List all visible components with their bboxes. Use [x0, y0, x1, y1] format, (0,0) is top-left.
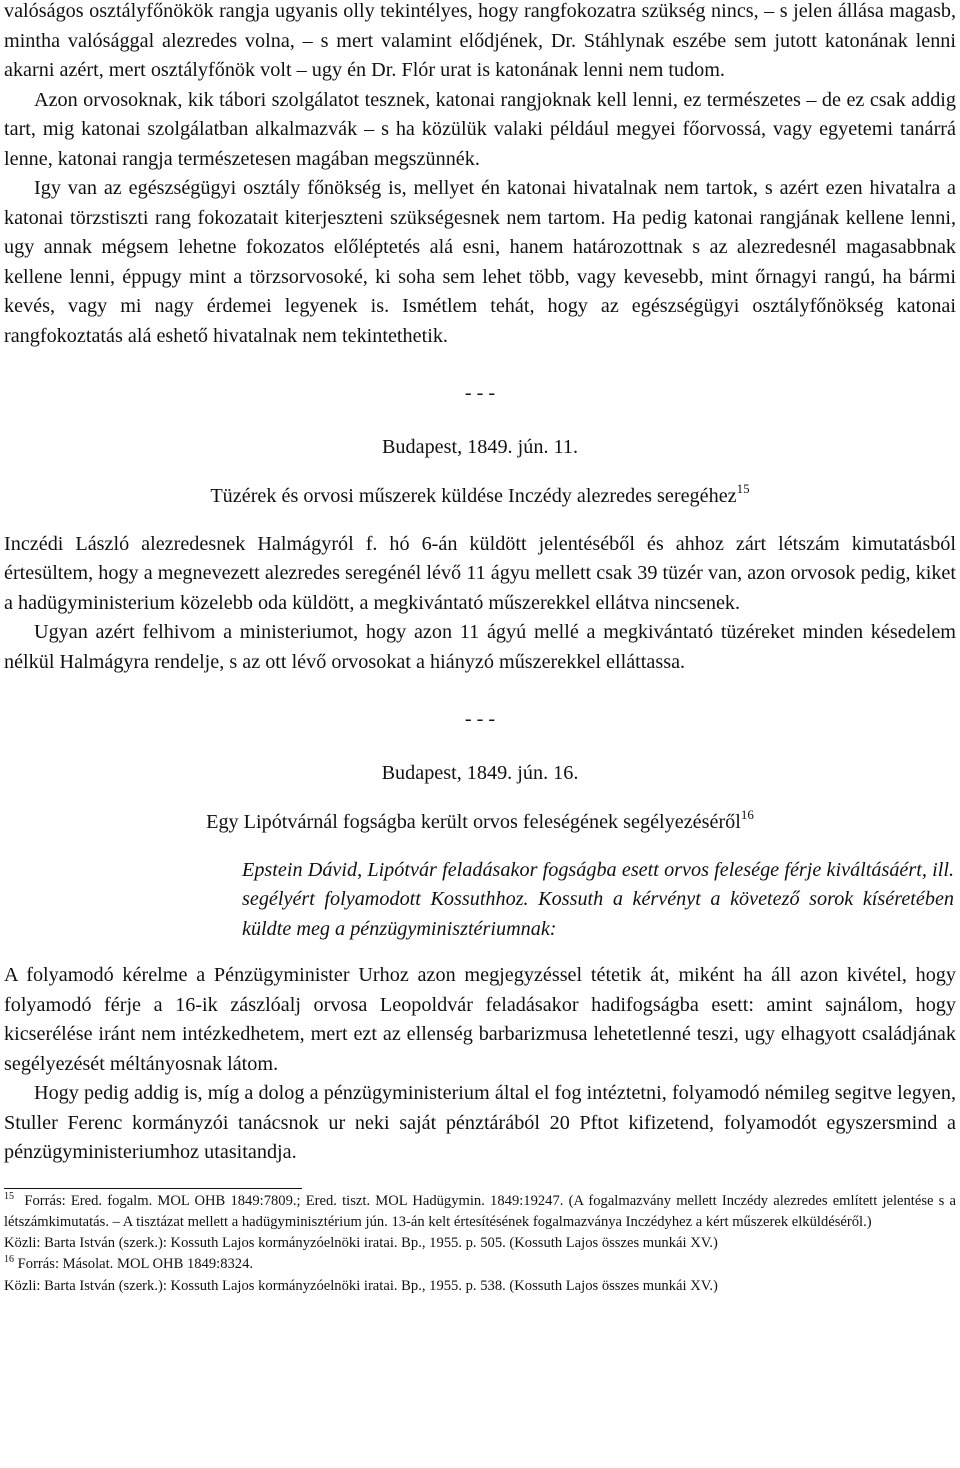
section-separator: - - -	[464, 382, 496, 404]
section-title	[4, 482, 956, 512]
body-paragraph: A folyamodó kérelme a Pénzügyminister Urhoz azon megjegyzéssel tétetik át, miként ha áll azon kivétel, hogy folyamodó férje a 16-ik zászlóalj orvosa Leopoldvár feladásakor hadifogságba esett: amint sajnálom, hogy kicserélése iránt nem intézkedhetem, mert ezt az ellenség barbarizmusa lehetetlenné teszi, ugy elhagyott családjának segélyezését méltányosnak látom.	[4, 964, 956, 1075]
footnote-text	[4, 1191, 956, 1234]
section-date: Budapest, 1849. jún. 11.	[381, 435, 579, 458]
footnote-reference: 15	[736, 481, 750, 496]
editorial-intro: Epstein Dávid, Lipótvár feladásakor fogságba esett orvos felesége férje kiváltásáért, ill. segélyért folyamodott Kossuthhoz. Kossuth a kérvényt a követező sorok kíséretében küldte meg a pénzügyminisztériumnak:	[242, 858, 954, 940]
body-paragraph: Azon orvosoknak, kik tábori szolgálatot tesznek, katonai rangjoknak kell lenni, ez természetes – de ez csak addig tart, mig katonai szolgálatban alkalmazvák – s ha közülük valaki például megyei főorvossá, vagy egyetemi tanárrá lenne, katonai rangja természetesen magában megszünnék.	[4, 88, 956, 170]
section-title-text: Tüzérek és orvosi műszerek küldése Inczédy alezredes seregéhez	[210, 485, 737, 507]
footnote-publisher: Közli: Barta István (szerk.): Kossuth Lajos kormányzóelnöki iratai. Bp., 1955. p. 505. (Kossuth Lajos összes munkái XV.)	[4, 1235, 718, 1252]
page-content	[4, 0, 956, 1297]
footnote-source: Forrás: Másolat. MOL OHB 1849:8324.	[17, 1256, 254, 1273]
body-paragraph: valóságos osztályfőnökök rangja ugyanis olly tekintélyes, hogy rangfokozatra szükség nincs, – s jelen állása magasb, mintha valósággal alezredes volna, – s mert valamint elődjének, Dr. Stáhlynak eszébe sem jutott katonának lenni akarni azért, mert osztályfőnök volt – ugy én Dr. Flór urat is katonának lenni nem tudom.	[4, 0, 956, 81]
section-title-text: Egy Lipótvárnál fogságba került orvos feleségének segélyezéséről	[206, 811, 741, 833]
section-date: Budapest, 1849. jún. 16.	[381, 761, 579, 784]
footnote-source: Forrás: Ered. fogalm. MOL OHB 1849:7809.; Ered. tiszt. MOL Hadügymin. 1849:19247. (A fogalmazvány mellett Inczédy alezredes említett jelentése s a létszámkimutatás. – A tisztázat mellett a hadügyminisztérium jún. 13-án kelt értesítésének fogalmazványa Inczédyhez a kért műszerek elküldéséről.)	[4, 1192, 956, 1230]
section-separator: - - -	[464, 708, 496, 730]
body-paragraph: Ugyan azért felhivom a ministeriumot, hogy azon 11 ágyú mellé a megkivántató tüzéreket minden késedelem nélkül Halmágyra rendelje, s az ott lévő orvosokat a hiányzó műszerekkel elláttassa.	[4, 621, 956, 673]
body-paragraph: Hogy pedig addig is, míg a dolog a pénzügyministerium által el fog intéztetni, folyamodó némileg segitve legyen, Stuller Ferenc kormányzói tanácsnok ur neki saját pénztárából 20 Pftot kifizetend, folyamodót egyszersmind a pénzügyministeriumhoz utasitandja.	[4, 1082, 956, 1163]
footnote-publisher: Közli: Barta István (szerk.): Kossuth Lajos kormányzóelnöki iratai. Bp., 1955. p. 538. (Kossuth Lajos összes munkái XV.)	[4, 1277, 718, 1294]
body-paragraph: Inczédi László alezredesnek Halmágyról f. hó 6-án küldött jelentéséből és ahhoz zárt létszám kimutatásból értesültem, hogy a megnevezett alezredes seregénél lévő 11 ágyu mellett csak 39 tüzér van, azon orvosok pedig, kiket a hadügyministerium közelebb oda küldött, a megkivántató műszerekkel ellátva nincsenek.	[4, 532, 956, 614]
footnote-reference: 16	[740, 807, 754, 822]
footnote-text	[4, 1254, 956, 1275]
body-paragraph: Igy van az egészségügyi osztály főnökség is, mellyet én katonai hivatalnak nem tartok, s azért ezen hivatalra a katonai törzstiszti rang fokozatait kiterjeszteni szükségesnek nem tartom. Ha pedig katonai rangjának kellene lenni, ugy annak mégsem lehetne fokozatos előléptetés alá esni, hanem határozottnak s az alezredesnél magasabbnak kellene lenni, éppugy mint a törzsorvosoké, ki soha sem lehet több, vagy kevesebb, mint őrnagyi rangú, ha bármi kevés, vagy mi nagy érdemei legyenek is. Ismétlem tehát, hogy az egészségügyi osztályfőnökség katonai rangfokoztatás alá eshető hivatalnak nem tekintethetik.	[4, 177, 956, 347]
section-title	[4, 808, 956, 838]
footnote-number: 15	[4, 1190, 14, 1202]
footnote	[4, 1254, 956, 1297]
footnote-divider	[4, 1188, 302, 1189]
footnote	[4, 1191, 956, 1255]
footnote-number: 16	[4, 1254, 14, 1266]
